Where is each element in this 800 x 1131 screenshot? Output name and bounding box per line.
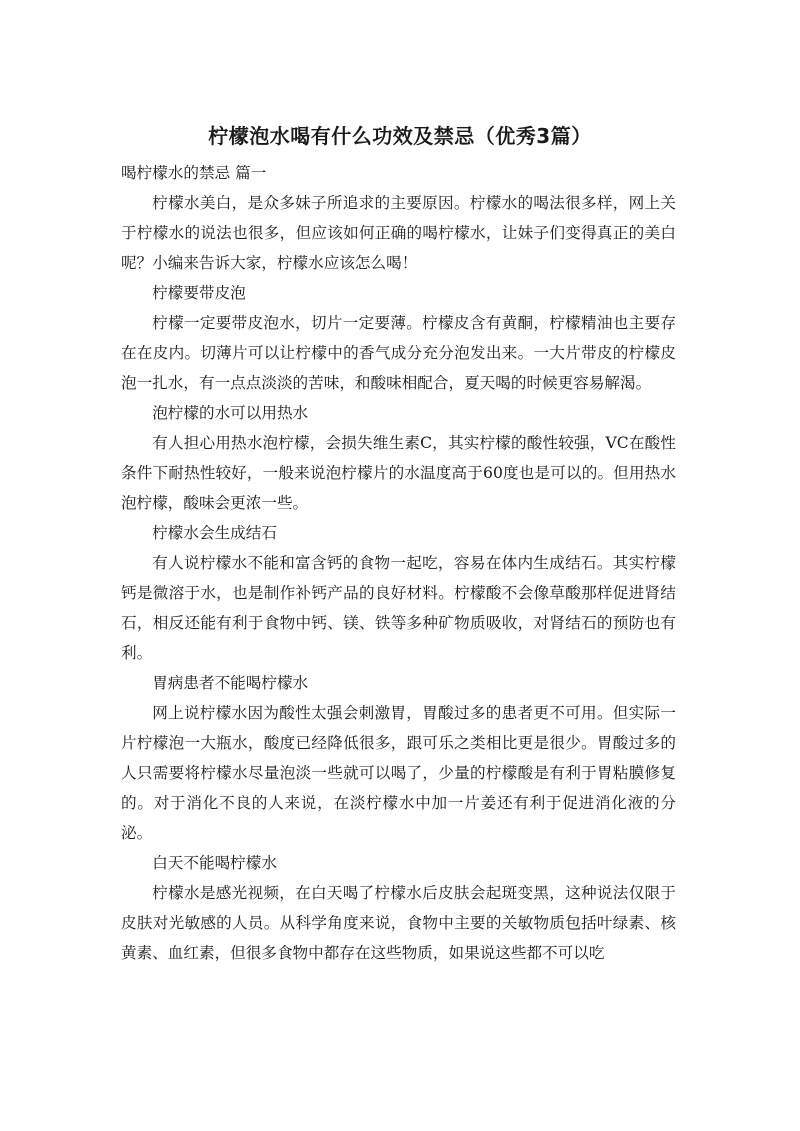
paragraph: 柠檬水美白，是众多妹子所追求的主要原因。柠檬水的喝法很多样，网上关于柠檬水的说法也很多，但应该如何正确的喝柠檬水，让妹子们变得真正的美白呢？小编来告诉大家，柠檬水应该怎么喝！ (121, 194, 676, 272)
document-body (121, 158, 676, 968)
subheading: 白天不能喝柠檬水 (152, 854, 277, 872)
paragraph: 有人担心用热水泡柠檬，会损失维生素C，其实柠檬的酸性较强，VC在酸性条件下耐热性较好，一般来说泡柠檬片的水温度高于60度也是可以的。但用热水泡柠檬，酸味会更浓一些。 (121, 434, 676, 512)
subheading: 泡柠檬的水可以用热水 (152, 404, 309, 422)
paragraph: 网上说柠檬水因为酸性太强会刺激胃，胃酸过多的患者更不可用。但实际一片柠檬泡一大瓶水，酸度已经降低很多，跟可乐之类相比更是很少。胃酸过多的人只需要将柠檬水尽量泡淡一些就可以喝了，少量的柠檬酸是有利于胃粘膜修复的。对于消化不良的人来说，在淡柠檬水中加一片姜还有利于促进消化液的分泌。 (121, 704, 676, 842)
document-title: 柠檬泡水喝有什么功效及禁忌（优秀3篇） (208, 124, 592, 148)
subheading: 胃病患者不能喝柠檬水 (152, 674, 309, 692)
paragraph: 有人说柠檬水不能和富含钙的食物一起吃，容易在体内生成结石。其实柠檬钙是微溶于水，也是制作补钙产品的良好材料。柠檬酸不会像草酸那样促进肾结石，相反还能有利于食物中钙、镁、铁等多种矿物质吸收，对肾结石的预防也有利。 (121, 554, 676, 662)
paragraph: 柠檬一定要带皮泡水，切片一定要薄。柠檬皮含有黄酮，柠檬精油也主要存在在皮内。切薄片可以让柠檬中的香气成分充分泡发出来。一大片带皮的柠檬皮泡一扎水，有一点点淡淡的苦味，和酸味相配合，夏天喝的时候更容易解渴。 (121, 314, 676, 392)
subheading: 柠檬要带皮泡 (152, 284, 246, 302)
paragraph: 柠檬水是感光视频，在白天喝了柠檬水后皮肤会起斑变黑，这种说法仅限于皮肤对光敏感的人员。从科学角度来说，食物中主要的关敏物质包括叶绿素、核黄素、血红素，但很多食物中都存在这些物质，如果说这些都不可以吃 (121, 884, 676, 962)
section-heading: 喝柠檬水的禁忌 篇一 (121, 164, 267, 182)
subheading: 柠檬水会生成结石 (152, 524, 277, 542)
